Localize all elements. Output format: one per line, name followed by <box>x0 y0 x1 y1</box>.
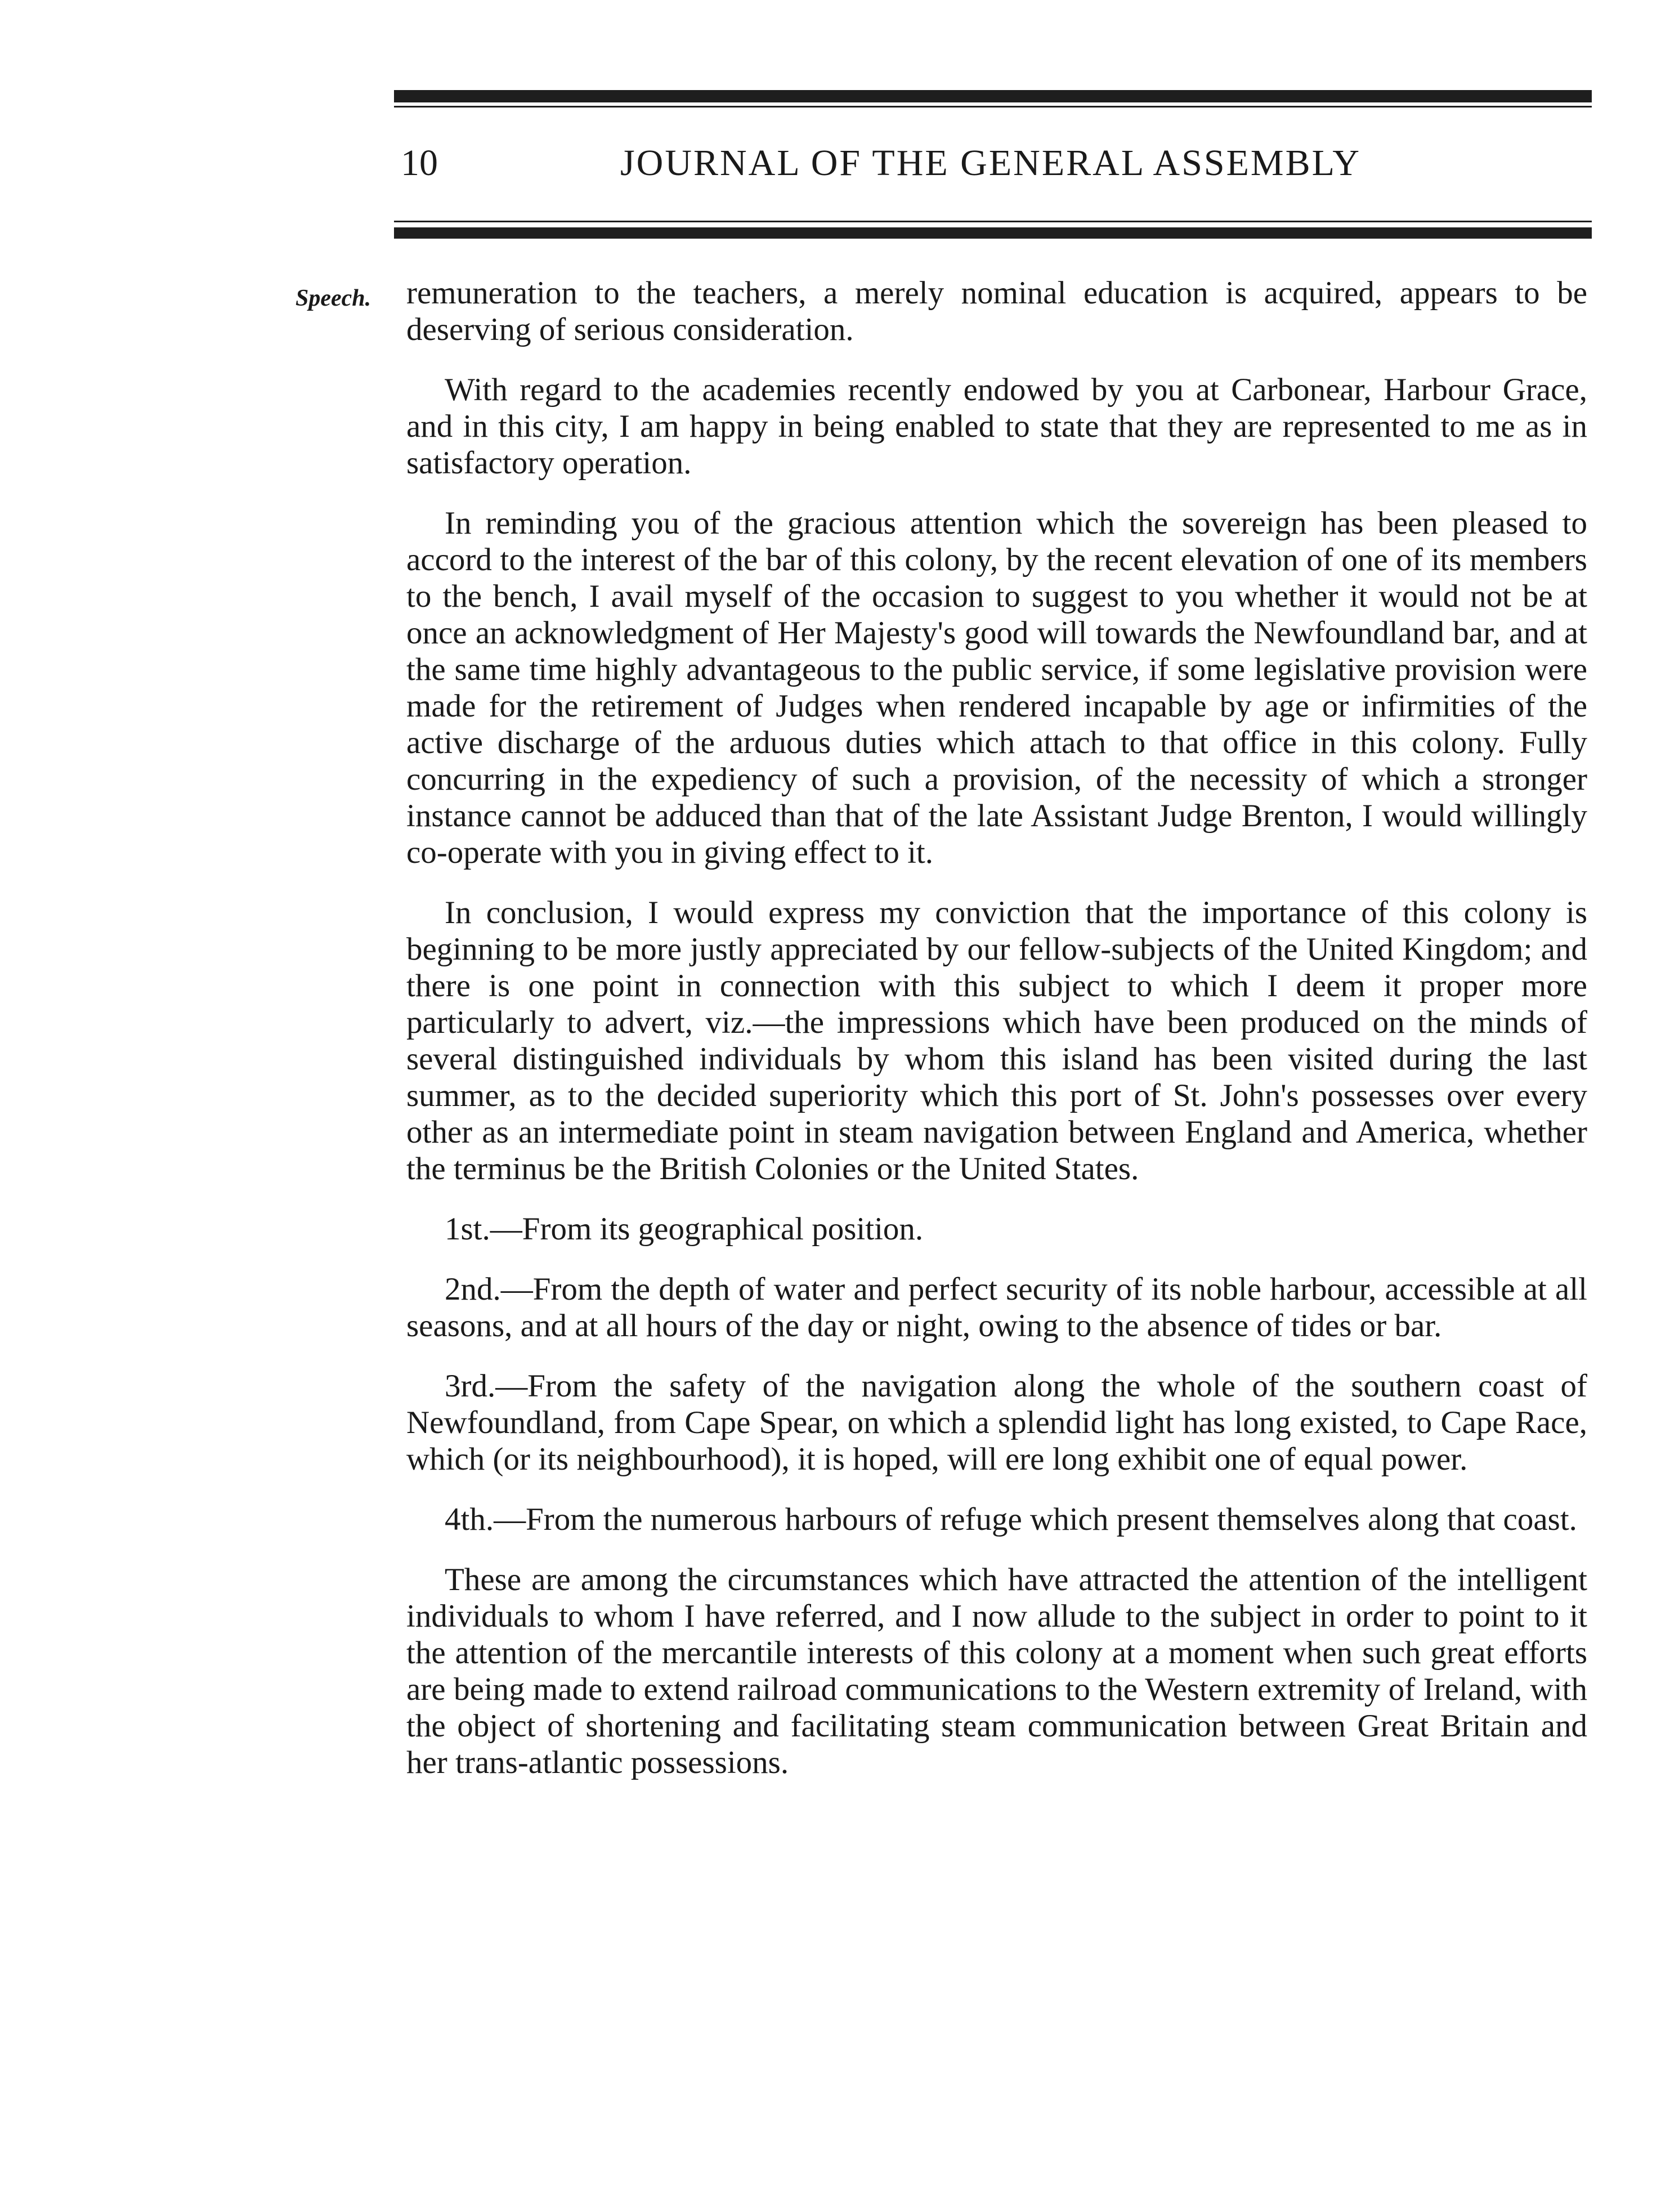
paragraph-conclusion: In conclusion, I would express my conviction that the importance of this colony is beginning to be more justly appreciated by our fellow-subjects of the United Kingdom; and there is one point in connection with this subject to which I deem it proper more particularly to advert, viz.—the impressions which have been produced on the minds of several distinguished individuals by whom this island has been visited during the last summer, as to the decided superiority which this port of St. John's possesses over every other as an intermediate point in steam navigation between England and America, whether the terminus be the British Colonies or the United States. <box>406 895 1587 1186</box>
header-divider-thin <box>394 221 1592 222</box>
margin-note: Speech. <box>295 285 371 311</box>
header-rule-thick <box>394 90 1592 102</box>
list-item-2nd: 2nd.—From the depth of water and perfect security of its noble harbour, accessible at all seasons, and at all hours of the day or night, owing to the absence of tides or bar. <box>406 1271 1587 1344</box>
body-text <box>406 275 1587 1804</box>
page-number: 10 <box>401 142 438 183</box>
header-divider-thick <box>394 227 1592 239</box>
list-item-3rd: 3rd.—From the safety of the navigation along the whole of the southern coast of Newfoundland, from Cape Spear, on which a splendid light has long existed, to Cape Race, which (or its neighbourhood), it is hoped, will ere long exhibit one of equal power. <box>406 1368 1587 1477</box>
running-head: JOURNAL OF THE GENERAL ASSEMBLY <box>620 142 1362 183</box>
header-rule-thin <box>394 106 1592 108</box>
list-item-1st: 1st.—From its geographical position. <box>445 1211 924 1247</box>
paragraph-continuation: remuneration to the teachers, a merely nominal education is acquired, appears to be deserving of serious consideration. <box>406 275 1587 347</box>
paragraph-judges: In reminding you of the gracious attention which the sovereign has been pleased to accord to the interest of the bar of this colony, by the recent elevation of one of its members to the bench, I avail myself of the occasion to suggest to you whether it would not be at once an acknowledgment of Her Majesty's good will towards the Newfoundland bar, and at the same time highly advantageous to the public service, if some legislative provision were made for the retirement of Judges when rendered incapable by age or infirmities of the active discharge of the arduous duties which attach to that office in this colony. Fully concurring in the expediency of such a provision, of the necessity of which a stronger instance cannot be adduced than that of the late Assistant Judge Brenton, I would willingly co-operate with you in giving effect to it. <box>406 505 1587 870</box>
list-item-4th: 4th.—From the numerous harbours of refuge which present themselves along that coast. <box>445 1502 1577 1537</box>
paragraph-circumstances: These are among the circumstances which have attracted the attention of the intelligent individuals to whom I have referred, and I now allude to the subject in order to point to it the attention of the mercantile interests of this colony at a moment when such great efforts are being made to extend railroad communications to the Western extremity of Ireland, with the object of shortening and facilitating steam communication between Great Britain and her trans-atlantic possessions. <box>406 1562 1587 1780</box>
paragraph-academies: With regard to the academies recently endowed by you at Carbonear, Harbour Grace, and in this city, I am happy in being enabled to state that they are represented to me as in satisfactory operation. <box>406 372 1587 481</box>
